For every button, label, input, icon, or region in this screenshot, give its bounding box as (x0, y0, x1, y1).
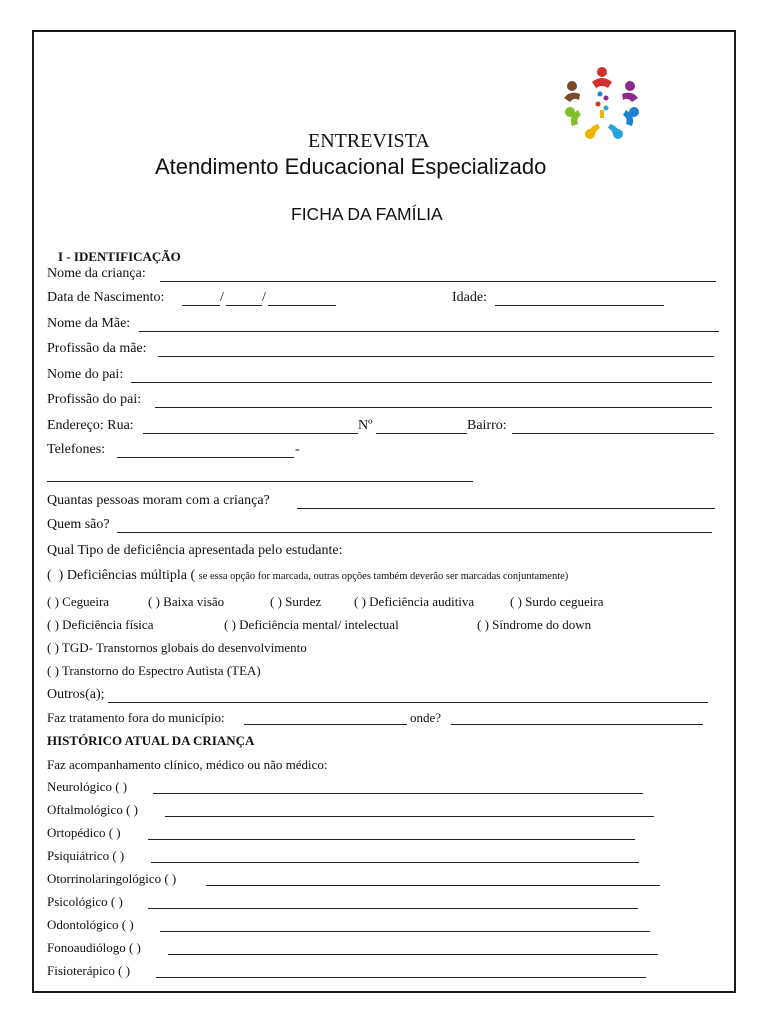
option-surdez[interactable]: ( ) Surdez (270, 594, 322, 609)
field-fisioterapico[interactable] (156, 977, 646, 978)
label-data-nascimento: Data de Nascimento: (47, 290, 165, 305)
field-neurologico[interactable] (153, 793, 643, 794)
field-faz-tratamento[interactable] (244, 724, 407, 725)
field-nome-crianca[interactable] (160, 281, 716, 282)
label-idade: Idade: (452, 290, 487, 305)
option-multipla-label: Deficiências múltipla ( (66, 568, 196, 583)
option-fonoaudiologo[interactable]: Fonoaudiólogo ( ) (47, 940, 141, 955)
option-surdo-cegueira[interactable]: ( ) Surdo cegueira (510, 594, 604, 609)
option-neurologico[interactable]: Neurológico ( ) (47, 779, 128, 794)
field-quantas-pessoas[interactable] (297, 508, 715, 509)
option-otorrinolaringologico[interactable]: Otorrinolaringológico ( ) (47, 871, 177, 886)
label-profissao-pai: Profissão do pai: (47, 392, 142, 407)
field-psicologico[interactable] (148, 908, 638, 909)
field-telefone-1[interactable] (117, 457, 294, 458)
label-quantas-pessoas: Quantas pessoas moram com a criança? (47, 493, 270, 508)
date-separator: / (220, 290, 224, 305)
field-quem-sao[interactable] (117, 532, 712, 533)
form-title-aee: Atendimento Educacional Especializado (155, 154, 547, 179)
field-nome-mae[interactable] (139, 331, 719, 332)
field-bairro[interactable] (512, 433, 714, 434)
form-subtitle: FICHA DA FAMÍLIA (291, 204, 443, 224)
option-deficiencia-multipla[interactable] (47, 568, 568, 584)
option-multipla-note: se essa opção for marcada, outras opções também deverão ser marcadas conjuntamente) (198, 571, 569, 582)
option-fisioterapico[interactable]: Fisioterápico ( ) (47, 963, 131, 978)
label-faz-tratamento: Faz tratamento fora do município: (47, 710, 225, 725)
label-profissao-mae: Profissão da mãe: (47, 341, 147, 356)
people-circle-inclusion-logo (560, 64, 644, 142)
field-fonoaudiologo[interactable] (168, 954, 658, 955)
field-numero[interactable] (376, 433, 467, 434)
section-identificacao-title: I - IDENTIFICAÇÃO (58, 249, 181, 264)
option-odontologico[interactable]: Odontológico ( ) (47, 917, 134, 932)
field-profissao-pai[interactable] (155, 407, 712, 408)
field-mes-nascimento[interactable] (226, 305, 262, 306)
logo-figures (564, 67, 639, 139)
telefones-dash: - (295, 442, 300, 457)
date-separator: / (262, 290, 266, 305)
field-profissao-mae[interactable] (158, 356, 714, 357)
label-historico-intro: Faz acompanhamento clínico, médico ou não médico: (47, 757, 328, 772)
label-nome-crianca: Nome da criança: (47, 266, 146, 281)
field-dia-nascimento[interactable] (182, 305, 220, 306)
field-odontologico[interactable] (160, 931, 650, 932)
section-historico-title: HISTÓRICO ATUAL DA CRIANÇA (47, 733, 255, 748)
option-sindrome-down[interactable]: ( ) Síndrome do down (477, 617, 592, 632)
label-numero: Nº (358, 418, 373, 433)
label-endereco-rua: Endereço: Rua: (47, 418, 134, 433)
label-tipo-deficiencia: Qual Tipo de deficiência apresentada pelo estudante: (47, 543, 343, 558)
field-oftalmologico[interactable] (165, 816, 654, 817)
label-onde: onde? (410, 710, 442, 725)
option-deficiencia-auditiva[interactable]: ( ) Deficiência auditiva (354, 594, 475, 609)
option-tea[interactable]: ( ) Transtorno do Espectro Autista (TEA) (47, 663, 261, 678)
field-psiquiatrico[interactable] (151, 862, 639, 863)
label-nome-mae: Nome da Mãe: (47, 316, 131, 331)
field-outros[interactable] (108, 702, 708, 703)
form-title: ENTREVISTA (308, 130, 430, 152)
option-ortopedico[interactable]: Ortopédico ( ) (47, 825, 121, 840)
option-oftalmologico[interactable]: Oftalmológico ( ) (47, 802, 138, 817)
label-telefones: Telefones: (47, 442, 106, 457)
field-idade[interactable] (495, 305, 664, 306)
option-deficiencia-fisica[interactable]: ( ) Deficiência física (47, 617, 154, 632)
option-deficiencia-mental[interactable]: ( ) Deficiência mental/ intelectual (224, 617, 399, 632)
label-quem-sao: Quem são? (47, 517, 110, 532)
label-nome-pai: Nome do pai: (47, 367, 124, 382)
field-nome-pai[interactable] (131, 382, 712, 383)
field-ortopedico[interactable] (148, 839, 635, 840)
checkbox-deficiencia-multipla[interactable]: ( ) (47, 568, 64, 583)
label-outros: Outros(a); (47, 687, 105, 702)
field-endereco-rua[interactable] (143, 433, 358, 434)
option-baixa-visao[interactable]: ( ) Baixa visão (148, 594, 225, 609)
field-onde[interactable] (451, 724, 703, 725)
field-ano-nascimento[interactable] (268, 305, 336, 306)
option-tgd[interactable]: ( ) TGD- Transtornos globais do desenvolvimento (47, 640, 307, 655)
option-psiquiatrico[interactable]: Psiquiátrico ( ) (47, 848, 125, 863)
option-psicologico[interactable]: Psicológico ( ) (47, 894, 123, 909)
field-otorrinolaringologico[interactable] (206, 885, 660, 886)
option-cegueira[interactable]: ( ) Cegueira (47, 594, 110, 609)
field-telefone-2[interactable] (47, 481, 473, 482)
label-bairro: Bairro: (467, 418, 507, 433)
